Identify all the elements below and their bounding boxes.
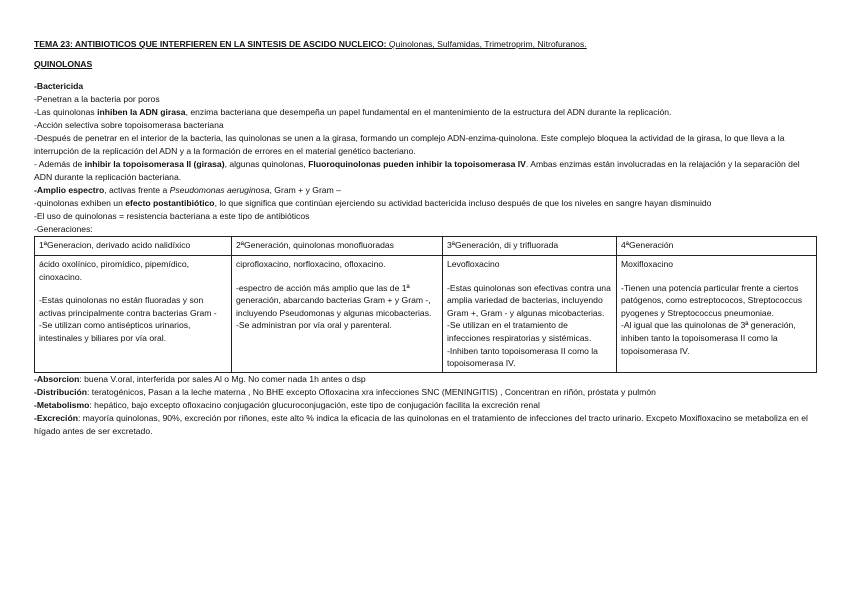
cell-text: -Tienen una potencia particular frente a ciertos patógenos, como estreptococos, Streptococcus pyogenes y Streptococcus pneumoniae. xyxy=(621,282,803,318)
bold-span: -Metabolismo xyxy=(34,399,90,410)
italic-span: Pseudomonas aeruginosa xyxy=(169,185,270,195)
cell-text: -Se utilizan como antisépticos urinarios, intestinales y biliares por vía oral. xyxy=(39,320,191,343)
table-header-cell: 4ªGeneración xyxy=(617,237,817,256)
text-span: : teratogénicos, Pasan a la leche materna , No BHE excepto Ofloxacina xra infecciones SNC (MENINGITIS) , Concentran en riñón, próstata y pulmón xyxy=(87,386,656,397)
cell-text: ciprofloxacino, norfloxacino, ofloxacino. xyxy=(236,259,386,269)
cell-text: ácido oxolínico, piromídico, pipemídico, cinoxacino. xyxy=(39,259,189,282)
table-header-cell: 3ªGeneración, di y trifluorada xyxy=(443,237,617,256)
text-line xyxy=(34,106,816,119)
bold-span: efecto postantibiótico xyxy=(125,198,215,208)
text-span: , Gram + y Gram – xyxy=(269,185,341,195)
bold-span: -Excreción xyxy=(34,412,78,423)
text-span: : mayoría quinolonas, 90%, excreción por riñones, este alto % indica la eficacia de las quinolonas en el tratamiento de infecciones del tracto urinario. Excpeto Moxifloxacino se metaboliza en el hígado antes de ser excretado. xyxy=(34,412,808,436)
text-line xyxy=(34,184,816,197)
cell-text: -Se utilizan en el tratamiento de infecciones respiratorias y sistémicas. xyxy=(447,320,592,343)
bold-span: -Amplio espectro xyxy=(34,185,105,195)
bactericida-label: -Bactericida xyxy=(34,81,84,91)
table-header-cell: 1ªGeneracion, derivado acido nalidíxico xyxy=(35,237,232,256)
table-cell-gen2 xyxy=(232,256,443,373)
text-line xyxy=(34,197,816,210)
cell-text: -Al igual que las quinolonas de 3ª generación, inhiben tanto la topoisomerasa II como la topoisomerasa IV. xyxy=(621,320,796,356)
bold-span: Fluoroquinolonas pueden inhibir la topoisomerasa IV xyxy=(308,159,526,169)
excrecion-line xyxy=(34,412,816,438)
text-line: -Después de penetrar en el interior de la bacteria, las quinolonas se unen a la girasa, formando un complejo ADN-enzima-quinolona. Este complejo bloquea la actividad de la girasa, lo que lleva a la interrupción de la replicación del ADN y a la formación de errores en el material genético bacteriano. xyxy=(34,133,785,156)
bold-span: inhibir la topoisomerasa II (girasa) xyxy=(84,159,225,169)
bold-span: -Distribución xyxy=(34,386,87,397)
cell-text: -Se administran por vía oral y parenteral. xyxy=(236,320,392,331)
metabolismo-line xyxy=(34,399,816,412)
cell-text: -Estas quinolonas no están fluoradas y son activas principalmente contra bacterias Gram - xyxy=(39,295,217,318)
text-line: -El uso de quinolonas = resistencia bacteriana a este tipo de antibióticos xyxy=(34,211,310,221)
cell-text: Levofloxacino xyxy=(447,259,500,269)
distribucion-line xyxy=(34,386,816,399)
text-line: -Generaciones: xyxy=(34,224,93,234)
cell-text: -Estas quinolonas son efectivas contra una amplia variedad de bacterias, incluyendo Gram +, Gram - y algunas micobacterias. xyxy=(447,282,611,318)
table-cell-gen3 xyxy=(443,256,617,373)
text-line xyxy=(34,158,816,184)
title-rest: Quinolonas, Sulfamidas, Trimetroprim, Nitrofuranos. xyxy=(386,39,587,49)
table-header-cell: 2ªGeneración, quinolonas monofluoradas xyxy=(232,237,443,256)
document-title xyxy=(34,38,816,51)
text-span: : hepático, bajo excepto ofloxacino conjugación glucuroconjugación, este tipo de conjugación facilita la excreción renal xyxy=(89,399,540,410)
table-header-row xyxy=(35,237,817,256)
bold-span: -Absorcion xyxy=(34,373,80,384)
text-span: -quinolonas exhiben un xyxy=(34,198,126,208)
text-line: -Penetran a la bacteria por poros xyxy=(34,94,160,104)
document-page xyxy=(34,38,816,438)
bold-span: inhiben la ADN girasa xyxy=(97,107,186,117)
absorcion-line xyxy=(34,373,816,386)
text-span: , activas frente a xyxy=(104,185,170,195)
text-span: , lo que significa que continúan ejerciendo su actividad bactericida incluso después de que los niveles en sangre hayan disminuido xyxy=(214,198,712,208)
text-span: -Las quinolonas xyxy=(34,107,98,117)
table-cell-gen1 xyxy=(35,256,232,373)
cell-text: -Inhiben tanto topoisomerasa II como la topoisomerasa IV. xyxy=(447,345,598,369)
text-span: , algunas quinolonas, xyxy=(224,159,309,169)
table-row xyxy=(35,256,817,373)
title-bold: TEMA 23: ANTIBIOTICOS QUE INTERFIEREN EN LA SINTESIS DE ASCIDO NUCLEICO: xyxy=(34,39,387,49)
bactericida-line xyxy=(34,80,816,93)
text-span: : buena V.oral, interferida por sales Al o Mg. No comer nada 1h antes o dsp xyxy=(79,373,366,384)
text-span: , enzima bacteriana que desempeña un papel fundamental en el mantenimiento de la estructura del ADN durante la replicación. xyxy=(185,107,672,117)
cell-text: Moxifloxacino xyxy=(621,259,674,269)
section-heading: QUINOLONAS xyxy=(34,59,93,69)
cell-text: -espectro de acción más amplio que las de 1ª generación, abarcando bacterias Gram + y Gram -, incluyendo Pseudomonas y algunas micobacterias. xyxy=(236,282,432,318)
text-span: . Ambas enzimas están involucradas en la relajación y la separación del ADN durante la replicación bacteriana. xyxy=(34,159,800,182)
text-span: - Además de xyxy=(34,159,85,169)
table-cell-gen4 xyxy=(617,256,817,373)
text-line: -Acción selectiva sobre topoisomerasa bacteriana xyxy=(34,120,224,130)
generations-table xyxy=(34,236,817,373)
